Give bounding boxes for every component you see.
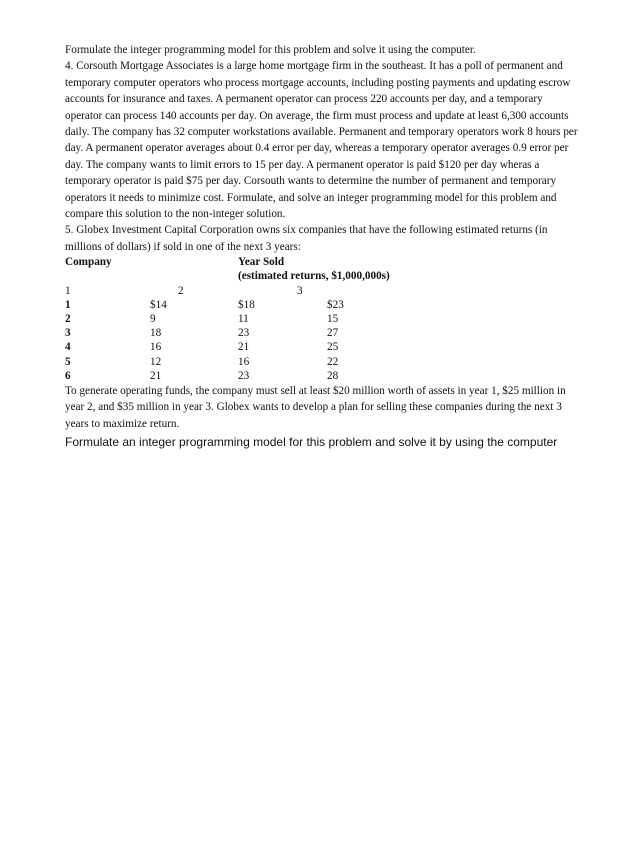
value-cell: 9 xyxy=(150,313,156,326)
problem4-line: operator can process 140 accounts per day. On average, the firm must process and update at least 6,300 accounts xyxy=(65,109,569,122)
value-cell: 21 xyxy=(238,341,250,354)
company-cell: 2 xyxy=(65,313,71,326)
table-header-row xyxy=(65,255,605,269)
year-labels-row xyxy=(65,284,605,298)
closing-line: Formulate an integer programming model for this problem and solve it by using the computer xyxy=(65,435,558,450)
problem-5 xyxy=(65,222,605,432)
value-cell: 11 xyxy=(238,313,249,326)
company-cell: 3 xyxy=(65,327,71,340)
header-company: Company xyxy=(65,256,112,269)
company-cell: 5 xyxy=(65,355,71,368)
document-page xyxy=(65,42,605,451)
problem-4 xyxy=(65,58,605,222)
year-label: 3 xyxy=(297,284,303,297)
value-cell: $23 xyxy=(327,298,344,311)
table-row xyxy=(65,340,605,354)
problem4-line: accounts for insurance and taxes. A permanent operator can process 220 accounts per day, and a temporary xyxy=(65,93,543,106)
value-cell: 16 xyxy=(150,341,162,354)
problem5-after-line: year 2, and $35 million in year 3. Globex wants to develop a plan for selling these companies during the next 3 xyxy=(65,401,562,414)
company-cell: 4 xyxy=(65,341,71,354)
problem4-line: temporary operator is paid $75 per day. Corsouth wants to determine the number of permanent and temporary xyxy=(65,175,557,188)
value-cell: 16 xyxy=(238,355,250,368)
table-row xyxy=(65,355,605,369)
year-label: 1 xyxy=(65,284,71,297)
company-cell: 1 xyxy=(65,298,71,311)
problem5-line: millions of dollars) if sold in one of the next 3 years: xyxy=(65,240,301,253)
value-cell: 27 xyxy=(327,327,339,340)
year-label: 2 xyxy=(178,284,184,297)
table-row xyxy=(65,369,605,383)
table-subheader-row xyxy=(65,269,605,283)
value-cell: 25 xyxy=(327,341,339,354)
value-cell: 23 xyxy=(238,327,250,340)
company-cell: 6 xyxy=(65,369,71,382)
header-year-sold: Year Sold xyxy=(238,256,285,269)
problem4-line: temporary computer operators who process mortgage accounts, including posting payments and updating escrow xyxy=(65,76,571,89)
problem4-line: compare this solution to the non-integer solution. xyxy=(65,208,286,221)
value-cell: 21 xyxy=(150,369,162,382)
problem5-after-line: years to maximize return. xyxy=(65,417,180,430)
problem4-line: day. A permanent operator averages about 0.4 error per day, whereas a temporary operator averages 0.9 error per xyxy=(65,142,569,155)
value-cell: 15 xyxy=(327,313,339,326)
problem4-line: operators it needs to minimize cost. Formulate, and solve an integer programming model for this problem and xyxy=(65,191,557,204)
value-cell: 18 xyxy=(150,327,162,340)
intro-line: Formulate the integer programming model for this problem and solve it using the computer. xyxy=(65,44,476,56)
problem5-line: 5. Globex Investment Capital Corporation owns six companies that have the following estimated returns (in xyxy=(65,224,548,237)
value-cell: 28 xyxy=(327,369,339,382)
value-cell: $18 xyxy=(238,298,255,311)
returns-table xyxy=(65,255,605,383)
value-cell: 23 xyxy=(238,369,250,382)
table-row xyxy=(65,312,605,326)
table-row xyxy=(65,326,605,340)
problem5-after-line: To generate operating funds, the company must sell at least $20 million worth of assets in year 1, $25 million in xyxy=(65,384,566,397)
value-cell: 22 xyxy=(327,355,339,368)
value-cell: $14 xyxy=(150,298,167,311)
problem4-line: day. The company wants to limit errors to 15 per day. A permanent operator is paid $120 per day wheras a xyxy=(65,158,540,171)
value-cell: 12 xyxy=(150,355,162,368)
problem4-line: daily. The company has 32 computer workstations available. Permanent and temporary operators work 8 hours per xyxy=(65,126,578,139)
table-row xyxy=(65,298,605,312)
problem4-line: 4. Corsouth Mortgage Associates is a large home mortgage firm in the southeast. It has a poll of permanent and xyxy=(65,60,563,73)
header-returns: (estimated returns, $1,000,000s) xyxy=(238,270,390,283)
